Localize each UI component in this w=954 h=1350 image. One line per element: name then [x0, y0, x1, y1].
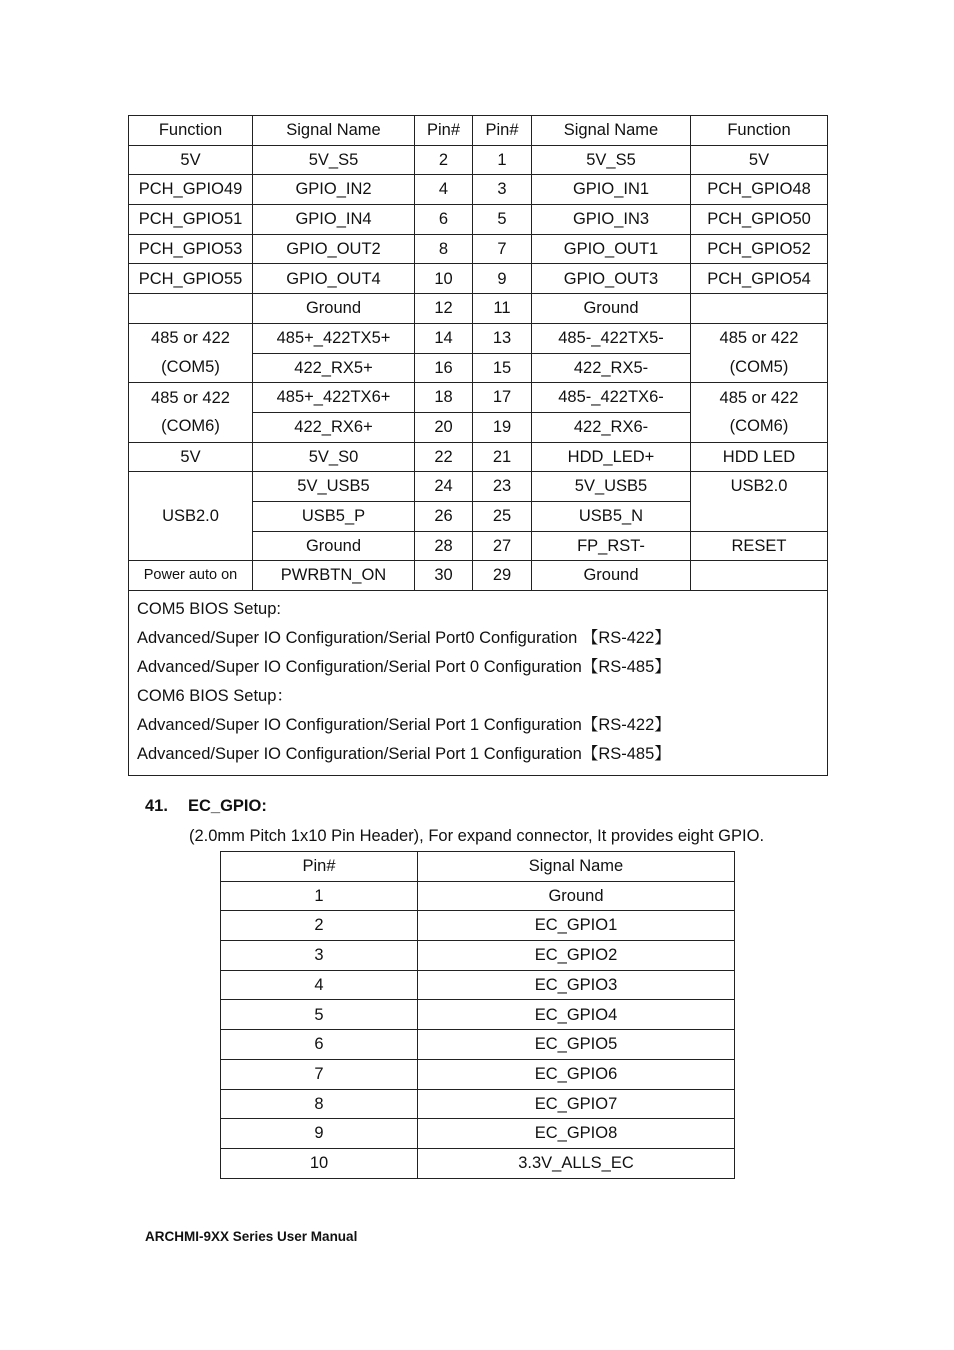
bios-note-line: Advanced/Super IO Configuration/Serial Port0 Configuration 【RS-422】 — [137, 629, 671, 647]
table-cell: 10 — [415, 264, 473, 294]
table-cell: USB5_P — [253, 501, 415, 531]
bios-notes-cell — [129, 591, 828, 776]
table-cell: EC_GPIO1 — [418, 911, 735, 941]
table-cell: 18 — [415, 383, 473, 413]
table-cell: GPIO_OUT2 — [253, 234, 415, 264]
table-row — [129, 442, 828, 472]
table-cell: PCH_GPIO52 — [691, 234, 828, 264]
table-cell: USB5_N — [532, 501, 691, 531]
table-row — [129, 175, 828, 205]
header-cell: Function — [691, 116, 828, 146]
table-cell: EC_GPIO8 — [418, 1119, 735, 1149]
table-cell: PCH_GPIO55 — [129, 264, 253, 294]
table-row — [221, 970, 735, 1000]
table-cell: Ground — [532, 561, 691, 591]
table-cell: FP_RST- — [532, 531, 691, 561]
table-header-row — [221, 852, 735, 882]
table-row — [221, 911, 735, 941]
table-row — [129, 205, 828, 235]
table-row — [221, 1148, 735, 1178]
function-cell-com6-right: 485 or 422 (COM6) — [691, 383, 828, 442]
table-cell: 13 — [473, 323, 532, 353]
table-cell: PCH_GPIO53 — [129, 234, 253, 264]
section-title: EC_GPIO: — [188, 797, 267, 815]
table-cell: 9 — [473, 264, 532, 294]
bios-note-line: Advanced/Super IO Configuration/Serial Port 1 Configuration【RS-422】 — [137, 716, 671, 734]
table-cell: EC_GPIO5 — [418, 1030, 735, 1060]
header-cell: Pin# — [415, 116, 473, 146]
table-cell: 30 — [415, 561, 473, 591]
table-cell: 8 — [415, 234, 473, 264]
ec-gpio-table — [220, 851, 735, 1179]
table-cell: 9 — [221, 1119, 418, 1149]
table-cell: 4 — [415, 175, 473, 205]
table-cell: 20 — [415, 412, 473, 442]
table-cell — [691, 294, 828, 324]
table-cell: 6 — [221, 1030, 418, 1060]
table-cell: 3 — [221, 941, 418, 971]
table-cell: GPIO_OUT3 — [532, 264, 691, 294]
table-cell: 29 — [473, 561, 532, 591]
table-cell: PCH_GPIO51 — [129, 205, 253, 235]
table-row — [221, 1089, 735, 1119]
table-cell: 5 — [473, 205, 532, 235]
table-cell: Ground — [253, 531, 415, 561]
table-cell: 2 — [415, 145, 473, 175]
table-cell: 5V_S0 — [253, 442, 415, 472]
table-cell: 422_RX6+ — [253, 412, 415, 442]
table-cell: 10 — [221, 1148, 418, 1178]
table-cell: 485+_422TX5+ — [253, 323, 415, 353]
header-cell: Function — [129, 116, 253, 146]
table-row — [129, 472, 828, 502]
table-row — [129, 383, 828, 413]
section-heading — [145, 797, 267, 816]
table-cell: 422_RX6- — [532, 412, 691, 442]
table-cell: 422_RX5+ — [253, 353, 415, 383]
table-cell: Power auto on — [129, 561, 253, 591]
table-cell: 5 — [221, 1000, 418, 1030]
bios-note-line: COM6 BIOS Setup： — [137, 687, 293, 705]
table-header-row — [129, 116, 828, 146]
bios-note-line: Advanced/Super IO Configuration/Serial Port 0 Configuration【RS-485】 — [137, 658, 671, 676]
table-cell: 5V — [129, 145, 253, 175]
table-cell: 19 — [473, 412, 532, 442]
table-row — [129, 145, 828, 175]
table-cell: 8 — [221, 1089, 418, 1119]
table-cell: EC_GPIO4 — [418, 1000, 735, 1030]
table-cell: 3.3V_ALLS_EC — [418, 1148, 735, 1178]
table-row — [129, 234, 828, 264]
table-row — [129, 264, 828, 294]
table-cell: 7 — [473, 234, 532, 264]
header-cell: Signal Name — [418, 852, 735, 882]
table-cell: 25 — [473, 501, 532, 531]
table-cell: GPIO_IN3 — [532, 205, 691, 235]
table-cell: 5V — [691, 145, 828, 175]
table-cell: 485+_422TX6+ — [253, 383, 415, 413]
function-cell-com5-left: 485 or 422 (COM5) — [129, 323, 253, 382]
table-cell: 485-_422TX6- — [532, 383, 691, 413]
table-cell: 11 — [473, 294, 532, 324]
page-footer: ARCHMI-9XX Series User Manual — [145, 1229, 358, 1244]
function-cell-com5-right: 485 or 422 (COM5) — [691, 323, 828, 382]
table-cell: 485-_422TX5- — [532, 323, 691, 353]
table-cell: EC_GPIO6 — [418, 1059, 735, 1089]
table-cell: GPIO_IN1 — [532, 175, 691, 205]
table-row — [129, 561, 828, 591]
bios-note-line: COM5 BIOS Setup: — [137, 600, 281, 618]
table-cell: 26 — [415, 501, 473, 531]
header-cell: Signal Name — [532, 116, 691, 146]
header-cell: Pin# — [473, 116, 532, 146]
table-cell: 23 — [473, 472, 532, 502]
table-cell: 22 — [415, 442, 473, 472]
table-row — [221, 881, 735, 911]
table-cell: 5V_USB5 — [532, 472, 691, 502]
table-cell: 17 — [473, 383, 532, 413]
table-cell: 6 — [415, 205, 473, 235]
table-cell: PCH_GPIO48 — [691, 175, 828, 205]
table-cell: RESET — [691, 531, 828, 561]
table-cell: Ground — [418, 881, 735, 911]
table-cell: 28 — [415, 531, 473, 561]
table-cell: 2 — [221, 911, 418, 941]
table-cell: 7 — [221, 1059, 418, 1089]
table-cell: EC_GPIO3 — [418, 970, 735, 1000]
section-description: (2.0mm Pitch 1x10 Pin Header), For expand connector, It provides eight GPIO. — [189, 827, 765, 845]
table-cell: 5V_USB5 — [253, 472, 415, 502]
section-number: 41. — [145, 797, 168, 815]
table-cell: 16 — [415, 353, 473, 383]
table-cell: 422_RX5- — [532, 353, 691, 383]
table-cell: GPIO_OUT1 — [532, 234, 691, 264]
table-cell: 1 — [473, 145, 532, 175]
table-cell: PCH_GPIO54 — [691, 264, 828, 294]
function-cell-usb-right: USB2.0 — [691, 472, 828, 531]
table-cell: 21 — [473, 442, 532, 472]
table-cell: 15 — [473, 353, 532, 383]
table-row — [129, 323, 828, 353]
table-row — [221, 1119, 735, 1149]
table-cell: 5V_S5 — [532, 145, 691, 175]
function-cell-usb-left: USB2.0 — [129, 472, 253, 561]
table-cell: 12 — [415, 294, 473, 324]
table-cell: 5V — [129, 442, 253, 472]
table-row — [221, 1030, 735, 1060]
table-cell: PWRBTN_ON — [253, 561, 415, 591]
table-cell: 4 — [221, 970, 418, 1000]
table-cell: HDD LED — [691, 442, 828, 472]
table-row — [129, 294, 828, 324]
table-cell: 14 — [415, 323, 473, 353]
table-cell: 3 — [473, 175, 532, 205]
table-cell: PCH_GPIO49 — [129, 175, 253, 205]
table-cell: Ground — [253, 294, 415, 324]
table-cell: GPIO_IN2 — [253, 175, 415, 205]
table-cell: EC_GPIO2 — [418, 941, 735, 971]
table-cell: EC_GPIO7 — [418, 1089, 735, 1119]
table-cell: PCH_GPIO50 — [691, 205, 828, 235]
table-row — [221, 1059, 735, 1089]
table-cell — [129, 294, 253, 324]
function-cell-com6-left: 485 or 422 (COM6) — [129, 383, 253, 442]
pin-assignment-table — [128, 115, 828, 776]
table-row — [221, 941, 735, 971]
table-row — [221, 1000, 735, 1030]
table-cell — [691, 561, 828, 591]
header-cell: Pin# — [221, 852, 418, 882]
table-cell: 24 — [415, 472, 473, 502]
table-cell: HDD_LED+ — [532, 442, 691, 472]
bios-notes-row — [129, 591, 828, 776]
bios-note-line: Advanced/Super IO Configuration/Serial Port 1 Configuration【RS-485】 — [137, 745, 671, 763]
header-cell: Signal Name — [253, 116, 415, 146]
table-cell: GPIO_IN4 — [253, 205, 415, 235]
table-cell: GPIO_OUT4 — [253, 264, 415, 294]
table-cell: 5V_S5 — [253, 145, 415, 175]
table-cell: 27 — [473, 531, 532, 561]
table-cell: 1 — [221, 881, 418, 911]
table-cell: Ground — [532, 294, 691, 324]
